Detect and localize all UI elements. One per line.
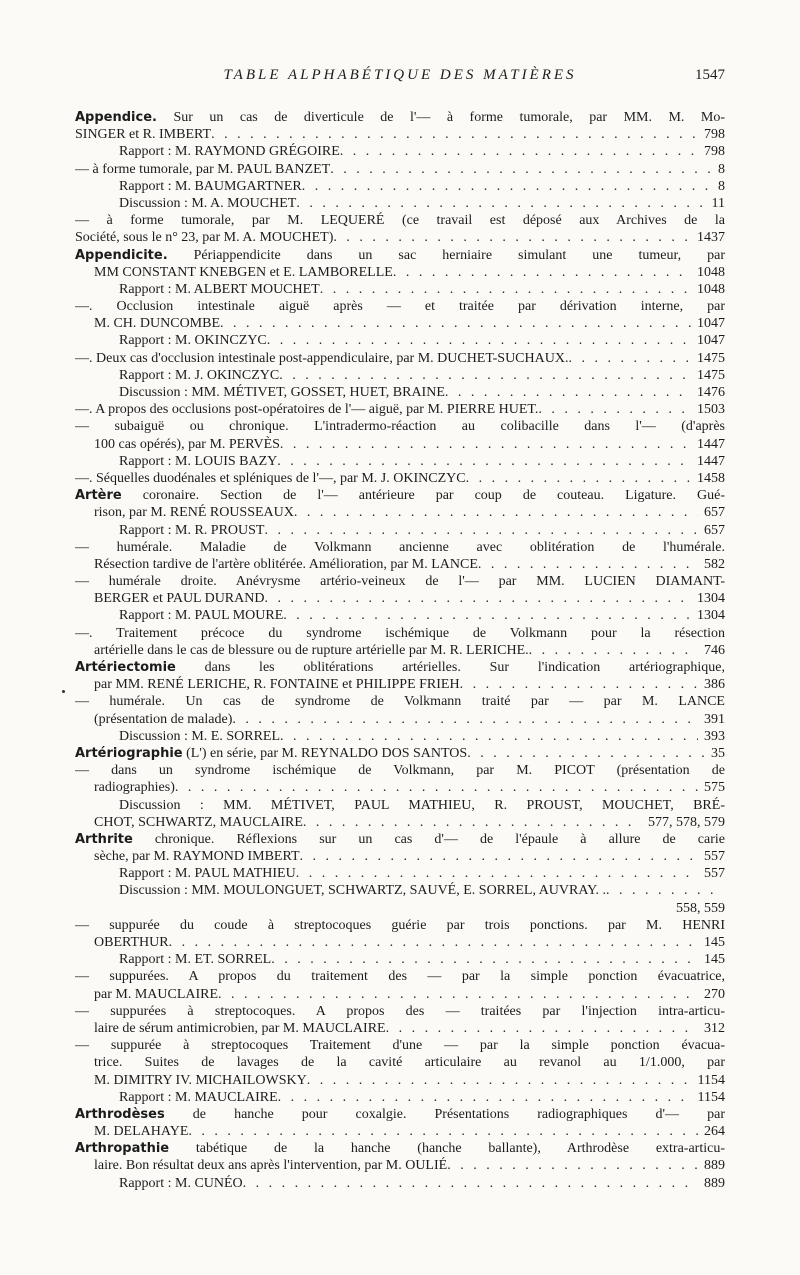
entry-text [119,143,340,160]
entry-text [75,694,725,709]
entry-text [75,488,725,503]
index-line [75,676,725,693]
page-reference: 270 [704,986,725,1002]
entry-text [94,986,218,1003]
dot-leader [296,195,705,212]
entry-body: — subaiguë ou chronique. L'intradermo-réaction au colibacille dans l'— (d'après [75,419,725,435]
page-reference: 8 [718,178,725,194]
entry-body: (L') en série, par M. REYNALDO DOS SANTOS [182,745,468,761]
entry-text [75,299,725,314]
entry-text [94,264,393,281]
entry-body: Rapport : M. R. PROUST [119,522,265,538]
entry-body: —. Séquelles duodénales et spléniques de l'—, par M. J. OKINCZYC [75,470,466,486]
page-reference: 575 [704,780,725,796]
dot-leader [386,1020,698,1037]
index-line [75,1175,725,1192]
index-line [75,934,725,951]
entry-text [94,1157,447,1174]
page-reference: 889 [704,1158,725,1174]
entry-body: artérielle dans le cas de blessure ou de rupture artérielle par M. R. LERICHE. [94,642,529,658]
entry-body: trice. Suites de lavages de la cavité articulaire au revanol au 1/1.000, par [94,1055,725,1071]
index-line [75,298,725,315]
index-line [75,642,725,659]
entry-body: — humérale. Maladie de Volkmann ancienne avec oblitération de l'humérale. [75,539,725,555]
dot-leader [538,401,691,418]
entry-body: Rapport : M. OKINCZYC [119,333,267,349]
entry-body: Périappendicite dans un sac herniaire simulant une tumeur, par [167,247,725,263]
dot-leader [467,745,705,762]
dot-leader [277,453,691,470]
index-line [75,109,725,126]
page-reference: 1304 [697,608,725,624]
page-reference: 657 [704,522,725,538]
entry-text [94,1072,307,1089]
entry-text [94,848,300,865]
entry-text [75,1038,725,1053]
entry-body: Résection tardive de l'artère oblitérée. Amélioration, par M. LANCE [94,556,478,572]
entry-body: — humérale droite. Anévrysme artério-veineux de l'— par MM. LUCIEN DIAMANT- [75,574,725,590]
dot-leader [267,332,691,349]
index-line [75,951,725,968]
index-line [75,487,725,504]
entry-body: —. Occlusion intestinale aiguë après — et traitée par dérivation interne, par [75,299,725,315]
page-reference: 557 [704,849,725,865]
index-line [75,831,725,848]
entry-body: — suppurées. A propos du traitement des — par la simple ponction évacuatrice, [75,969,725,985]
entry-text [94,1020,386,1037]
entry-body: par M. MAUCLAIRE [94,986,219,1002]
dot-leader [280,436,691,453]
entry-text [119,798,725,813]
index-line [75,195,725,212]
entry-text [119,865,296,882]
dot-leader [447,1157,698,1174]
dot-leader [279,367,691,384]
page-reference [719,882,725,899]
entry-body: M. CH. DUNCOMBE [94,316,221,332]
index-line [75,711,725,728]
entry-text [75,745,467,762]
entry-body: — suppurée du coude à streptocoques guérie par trois ponctions. par M. HENRI [75,917,725,933]
index-line [75,384,725,401]
entry-body: — humérale. Un cas de syndrome de Volkmann traité par — par M. LANCE [75,694,725,710]
entry-body: Discussion : MM. MÉTIVET, GOSSET, HUET, BRAINE [119,385,445,400]
index-line [75,1089,725,1106]
page-reference: 557 [704,866,725,882]
entry-body: Rapport : M. J. OKINCZYC [119,367,280,383]
entry-body: Rapport : M. PAUL MOURE [119,608,284,624]
entry-body: rison, par M. RENÉ ROUSSEAUX [94,505,294,521]
index-line [75,143,725,160]
dot-leader [460,676,698,693]
entry-body: chronique. Réflexions sur un cas d'— de l'épaule à allure de carie [132,831,725,847]
entry-body: — suppurée à streptocoques Traitement d'une — par la simple ponction évacua- [75,1038,725,1054]
page-reference: 798 [704,144,725,160]
dot-leader [283,607,691,624]
dot-leader [169,934,698,951]
entry-text [94,436,280,453]
entry-text [94,676,460,693]
index-line [75,470,725,487]
page-reference: 577, 578, 579 [648,814,725,830]
page-reference: 1475 [697,367,725,383]
page-reference: 386 [704,677,725,693]
page-reference: 145 [704,935,725,950]
index-line [75,315,725,332]
entry-text [119,1175,243,1192]
index-line [75,882,725,899]
dot-leader [271,951,698,968]
entry-text [75,401,538,418]
entry-text [94,590,264,607]
page-reference: 889 [704,1175,725,1191]
entry-text [94,504,294,521]
index-line [75,745,725,762]
dot-leader [175,779,698,796]
page-reference: 8 [718,161,725,177]
dot-leader [300,848,698,865]
header-page-number: 1547 [695,67,725,83]
index-line [75,986,725,1003]
entry-keyword: Appendicite. [75,247,168,263]
entry-text [119,367,279,384]
page-reference: 1503 [697,402,725,418]
page-reference: 1047 [697,333,725,349]
page-reference: 1304 [697,591,725,607]
index-line [75,178,725,195]
entry-body: Rapport : M. ALBERT MOUCHET [119,281,320,297]
entry-text [75,161,330,178]
entry-body: Rapport : M. ET. SORREL [119,952,272,968]
page-reference: 145 [704,952,725,968]
dot-leader [232,711,698,728]
entry-text [94,1055,725,1070]
entry-body: —. Deux cas d'occlusion intestinale post-appendiculaire, par M. DUCHET-SUCHAUX. [75,350,569,366]
index-line [75,848,725,865]
entry-body: M. DIMITRY IV. MICHAILOWSKY [94,1072,307,1088]
entry-text [94,315,220,332]
entry-body: —. A propos des occlusions post-opératoires de l'— aiguë, par M. PIERRE HUET. [75,402,539,418]
entry-text [119,882,606,899]
entry-body: Discussion : M. E. SORREL [119,728,281,744]
entry-body: tabétique de la hanche (hanche ballante), Arthrodèse extra-articu- [169,1141,725,1157]
entry-body: — à forme tumorale, par M. LEQUERÉ (ce travail est déposé aux Archives de la [75,213,725,229]
header-title: TABLE ALPHABÉTIQUE DES MATIÈRES [223,67,577,83]
index-line [75,1157,725,1174]
dot-leader [294,504,698,521]
entry-body: par MM. RENÉ LERICHE, R. FONTAINE et PHILIPPE FRIEH [94,677,460,693]
entry-text [75,350,568,367]
entry-text [119,195,296,212]
index-line [75,436,725,453]
running-header [75,66,725,84]
dot-leader [220,315,691,332]
index-line [75,779,725,796]
entry-text [75,660,725,675]
entry-text [75,110,725,125]
entry-text [119,453,277,470]
dot-leader [303,814,642,831]
entry-text [94,556,478,573]
entry-body: laire de sérum antimicrobien, par M. MAUCLAIRE [94,1020,386,1036]
dot-leader [529,642,698,659]
entry-body: BERGER et PAUL DURAND [94,591,265,607]
index-line [75,264,725,281]
index-line [75,247,725,264]
entry-body: 558, 559 [676,900,725,916]
page-reference: 1154 [697,1072,725,1088]
entry-text [119,728,280,745]
dot-leader [307,1072,692,1089]
entry-body: Sur un cas de diverticule de l'— à forme tumorale, par MM. M. Mo- [156,110,725,125]
dot-leader [568,350,691,367]
dot-leader [278,1089,692,1106]
page-reference: 264 [704,1124,725,1140]
entry-keyword: Arthrite [75,831,133,847]
index-line [75,607,725,624]
index-line [75,539,725,556]
page-reference: 35 [711,745,725,761]
index-line [75,332,725,349]
entry-text [75,763,725,778]
dot-leader [280,728,698,745]
entry-body: OBERTHUR [94,935,169,950]
page-reference: 11 [711,195,725,211]
index-line [75,1072,725,1089]
entry-text [94,779,175,796]
entry-body: — suppurées à streptocoques. A propos des — traitées par l'injection intra-articu- [75,1003,725,1019]
index-line [75,1003,725,1020]
entry-body: (présentation de malade) [94,711,233,727]
page-reference: 798 [704,127,725,143]
entry-body: Rapport : M. BAUMGARTNER [119,178,302,194]
entry-body: Discussion : M. A. MOUCHET [119,195,297,211]
index-line [75,693,725,710]
entry-text [75,419,725,434]
dot-leader [211,126,698,143]
entry-text [75,1141,725,1156]
entry-body: dans les oblitérations artérielles. Sur l'indication artériographique, [175,660,725,675]
index-line [75,522,725,539]
entry-body: de hanche pour coxalgie. Présentations radiographiques d'— par [164,1106,725,1122]
entry-keyword: Arthrodèses [75,1106,165,1122]
page-reference: 393 [704,728,725,744]
entry-keyword: Artère [75,488,122,504]
index-line [75,968,725,985]
dot-leader [218,986,698,1003]
entry-text [75,229,333,246]
index-line [75,418,725,435]
index-line [75,367,725,384]
entry-text [75,918,725,933]
index-line [75,728,725,745]
index-line [75,1106,725,1123]
entry-text [94,642,529,659]
entry-text [75,248,725,263]
index-line [75,917,725,934]
index-line [75,1123,725,1140]
entry-body: Rapport : M. LOUIS BAZY [119,453,278,469]
index-line [75,762,725,779]
index-line [75,504,725,521]
entry-body: radiographies) [94,780,175,796]
page-reference: 1047 [697,316,725,332]
entry-text [119,951,271,968]
entry-body: SINGER et R. IMBERT [75,127,212,143]
dot-leader [264,590,691,607]
index-line [75,229,725,246]
page-reference: 746 [704,642,725,658]
page-reference: 1447 [697,436,725,452]
margin-dot [62,690,65,693]
entry-text [94,814,303,831]
index-line [75,900,725,917]
entry-text [119,281,320,298]
dot-leader [264,522,698,539]
entry-text [75,213,725,228]
entry-text [119,332,267,349]
entry-body: Rapport : M. MAUCLAIRE [119,1089,278,1105]
entry-body: — dans un syndrome ischémique de Volkmann, par M. PICOT (présentation de [75,763,725,779]
index-line [75,625,725,642]
page-reference: 1476 [697,385,725,400]
dot-leader [606,882,719,899]
entry-body: Société, sous le n° 23, par M. A. MOUCHET) [75,230,334,246]
entry-body: Discussion : MM. MOULONGUET, SCHWARTZ, SAUVÉ, E. SORREL, AUVRAY. . [119,883,606,899]
index-line [75,797,725,814]
dot-leader [320,281,691,298]
entry-text [119,384,445,401]
page-reference: 657 [704,505,725,521]
page-reference: 1154 [697,1089,725,1105]
entry-text [75,1107,725,1122]
entry-body: laire. Bon résultat deux ans après l'intervention, par M. OULIÉ [94,1158,448,1174]
dot-leader [296,865,698,882]
entry-body: — à forme tumorale, par M. PAUL BANZET [75,161,331,177]
page-reference: 1447 [697,453,725,469]
dot-leader [330,161,712,178]
entry-keyword: Appendice. [75,110,157,125]
entry-body: coronaire. Section de l'— antérieure par coup de couteau. Ligature. Gué- [121,488,725,504]
entry-body: M. DELAHAYE [94,1124,189,1140]
dot-leader [478,556,698,573]
entry-body: —. Traitement précoce du syndrome ischémique de Volkmann pour la résection [75,625,725,641]
dot-leader [302,178,712,195]
entry-text [119,178,302,195]
entry-text [119,522,264,539]
index-line [75,1140,725,1157]
dot-leader [333,229,691,246]
page-reference: 1048 [697,281,725,297]
entry-body: CHOT, SCHWARTZ, MAUCLAIRE [94,814,303,830]
entry-text [75,832,725,847]
dot-leader [393,264,691,281]
index-line [75,161,725,178]
index-line [75,350,725,367]
entry-body: Rapport : M. CUNÉO [119,1175,243,1191]
entry-text [75,1004,725,1019]
index-line [75,573,725,590]
index-line [75,281,725,298]
index-line [75,659,725,676]
dot-leader [243,1175,698,1192]
entry-text [94,711,232,728]
index-line [75,1020,725,1037]
entry-text [119,607,283,624]
index-line [75,212,725,229]
entry-keyword: Artériographie [75,745,183,761]
entry-text [75,126,211,143]
page-reference: 312 [704,1020,725,1036]
entry-body: MM CONSTANT KNEBGEN et E. LAMBORELLE [94,264,393,280]
page-reference: 1048 [697,264,725,280]
entry-text [75,540,725,555]
entry-text [676,901,725,916]
entry-body: Discussion : MM. MÉTIVET, PAUL MATHIEU, R. PROUST, MOUCHET, BRÉ- [119,797,725,813]
dot-leader [445,384,691,401]
entry-text [75,574,725,589]
index-line [75,401,725,418]
index-line [75,556,725,573]
entry-text [119,1089,278,1106]
index-entries [75,109,725,1192]
page-reference: 1458 [697,470,725,486]
entry-body: sèche, par M. RAYMOND IMBERT [94,849,300,865]
dot-leader [466,470,691,487]
entry-text [75,626,725,641]
index-line [75,1037,725,1054]
entry-text [94,1123,188,1140]
entry-body: Rapport : M. PAUL MATHIEU [119,866,296,882]
entry-body: Rapport : M. RAYMOND GRÉGOIRE [119,144,340,160]
dot-leader [340,143,698,160]
entry-keyword: Arthropathie [75,1141,170,1157]
entry-text [75,969,725,984]
index-line [75,453,725,470]
index-line [75,814,725,831]
entry-body: 100 cas opérés), par M. PERVÈS [94,436,280,452]
page-reference: 1437 [697,230,725,246]
entry-text [94,934,169,951]
dot-leader [188,1123,698,1140]
index-line [75,590,725,607]
page-reference: 391 [704,711,725,727]
entry-keyword: Artériectomie [75,660,176,675]
page-reference: 582 [704,556,725,572]
entry-text [75,470,466,487]
index-line [75,126,725,143]
index-line [75,865,725,882]
page-reference: 1475 [697,350,725,366]
index-line [75,1054,725,1071]
